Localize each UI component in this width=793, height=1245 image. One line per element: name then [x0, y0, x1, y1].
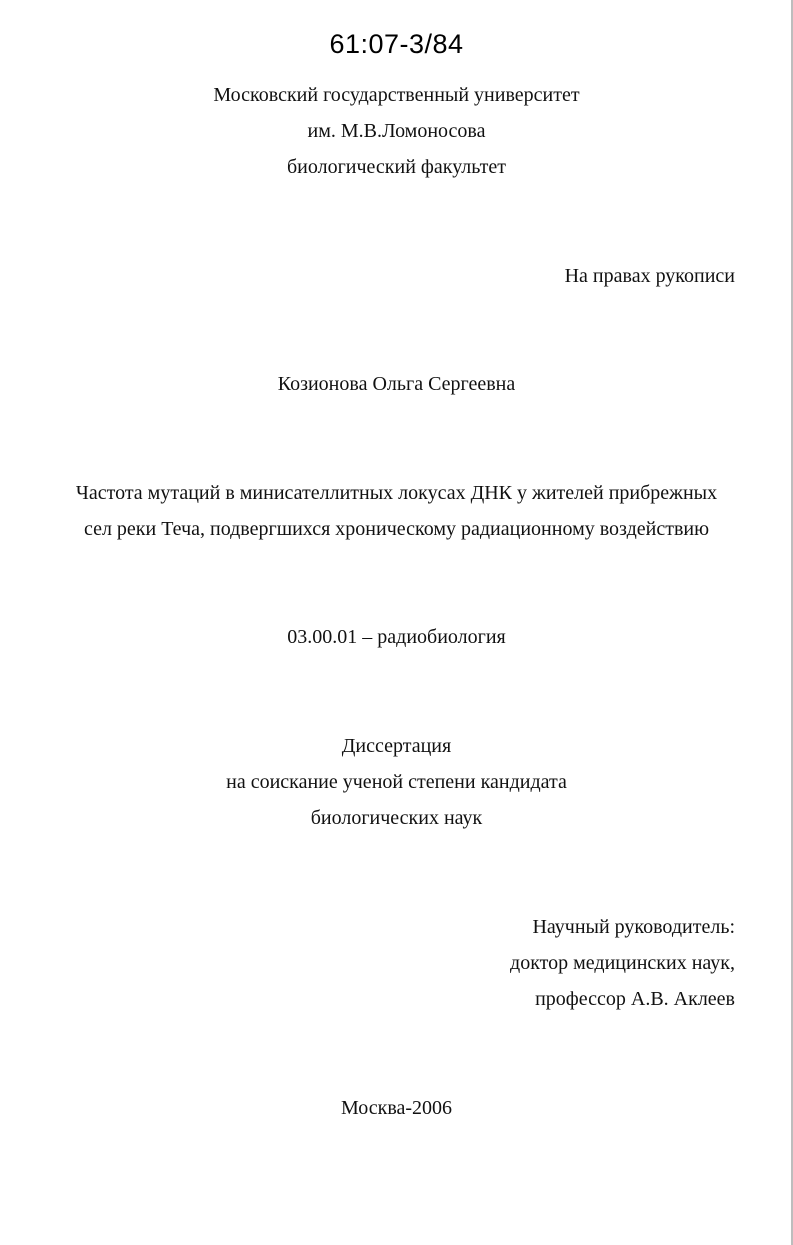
- degree-line-1: Диссертация: [341, 735, 452, 757]
- degree-line-2: на соискание ученой степени кандидата: [226, 771, 567, 793]
- city-year: Москва-2006: [340, 1097, 453, 1119]
- university-named-after: им. М.В.Ломоносова: [307, 120, 486, 142]
- author-name: Козионова Ольга Сергеевна: [277, 373, 516, 395]
- faculty-name: биологический факультет: [286, 156, 507, 178]
- supervisor-label: Научный руководитель:: [532, 916, 735, 938]
- thesis-title-line-2: сел реки Теча, подвергшихся хроническому радиационному воздействию: [83, 518, 710, 540]
- supervisor-name: профессор А.В. Аклеев: [535, 988, 735, 1010]
- rights-note: На правах рукописи: [564, 265, 735, 287]
- specialty-code: 03.00.01 – радиобиология: [287, 626, 506, 648]
- thesis-title-line-1: Частота мутаций в минисателлитных локусах ДНК у жителей прибрежных: [75, 482, 718, 504]
- catalog-number: 61:07-3/84: [329, 29, 464, 59]
- degree-line-3: биологических наук: [310, 807, 483, 829]
- supervisor-degree: доктор медицинских наук,: [510, 952, 735, 974]
- university-name: Московский государственный университет: [213, 84, 580, 106]
